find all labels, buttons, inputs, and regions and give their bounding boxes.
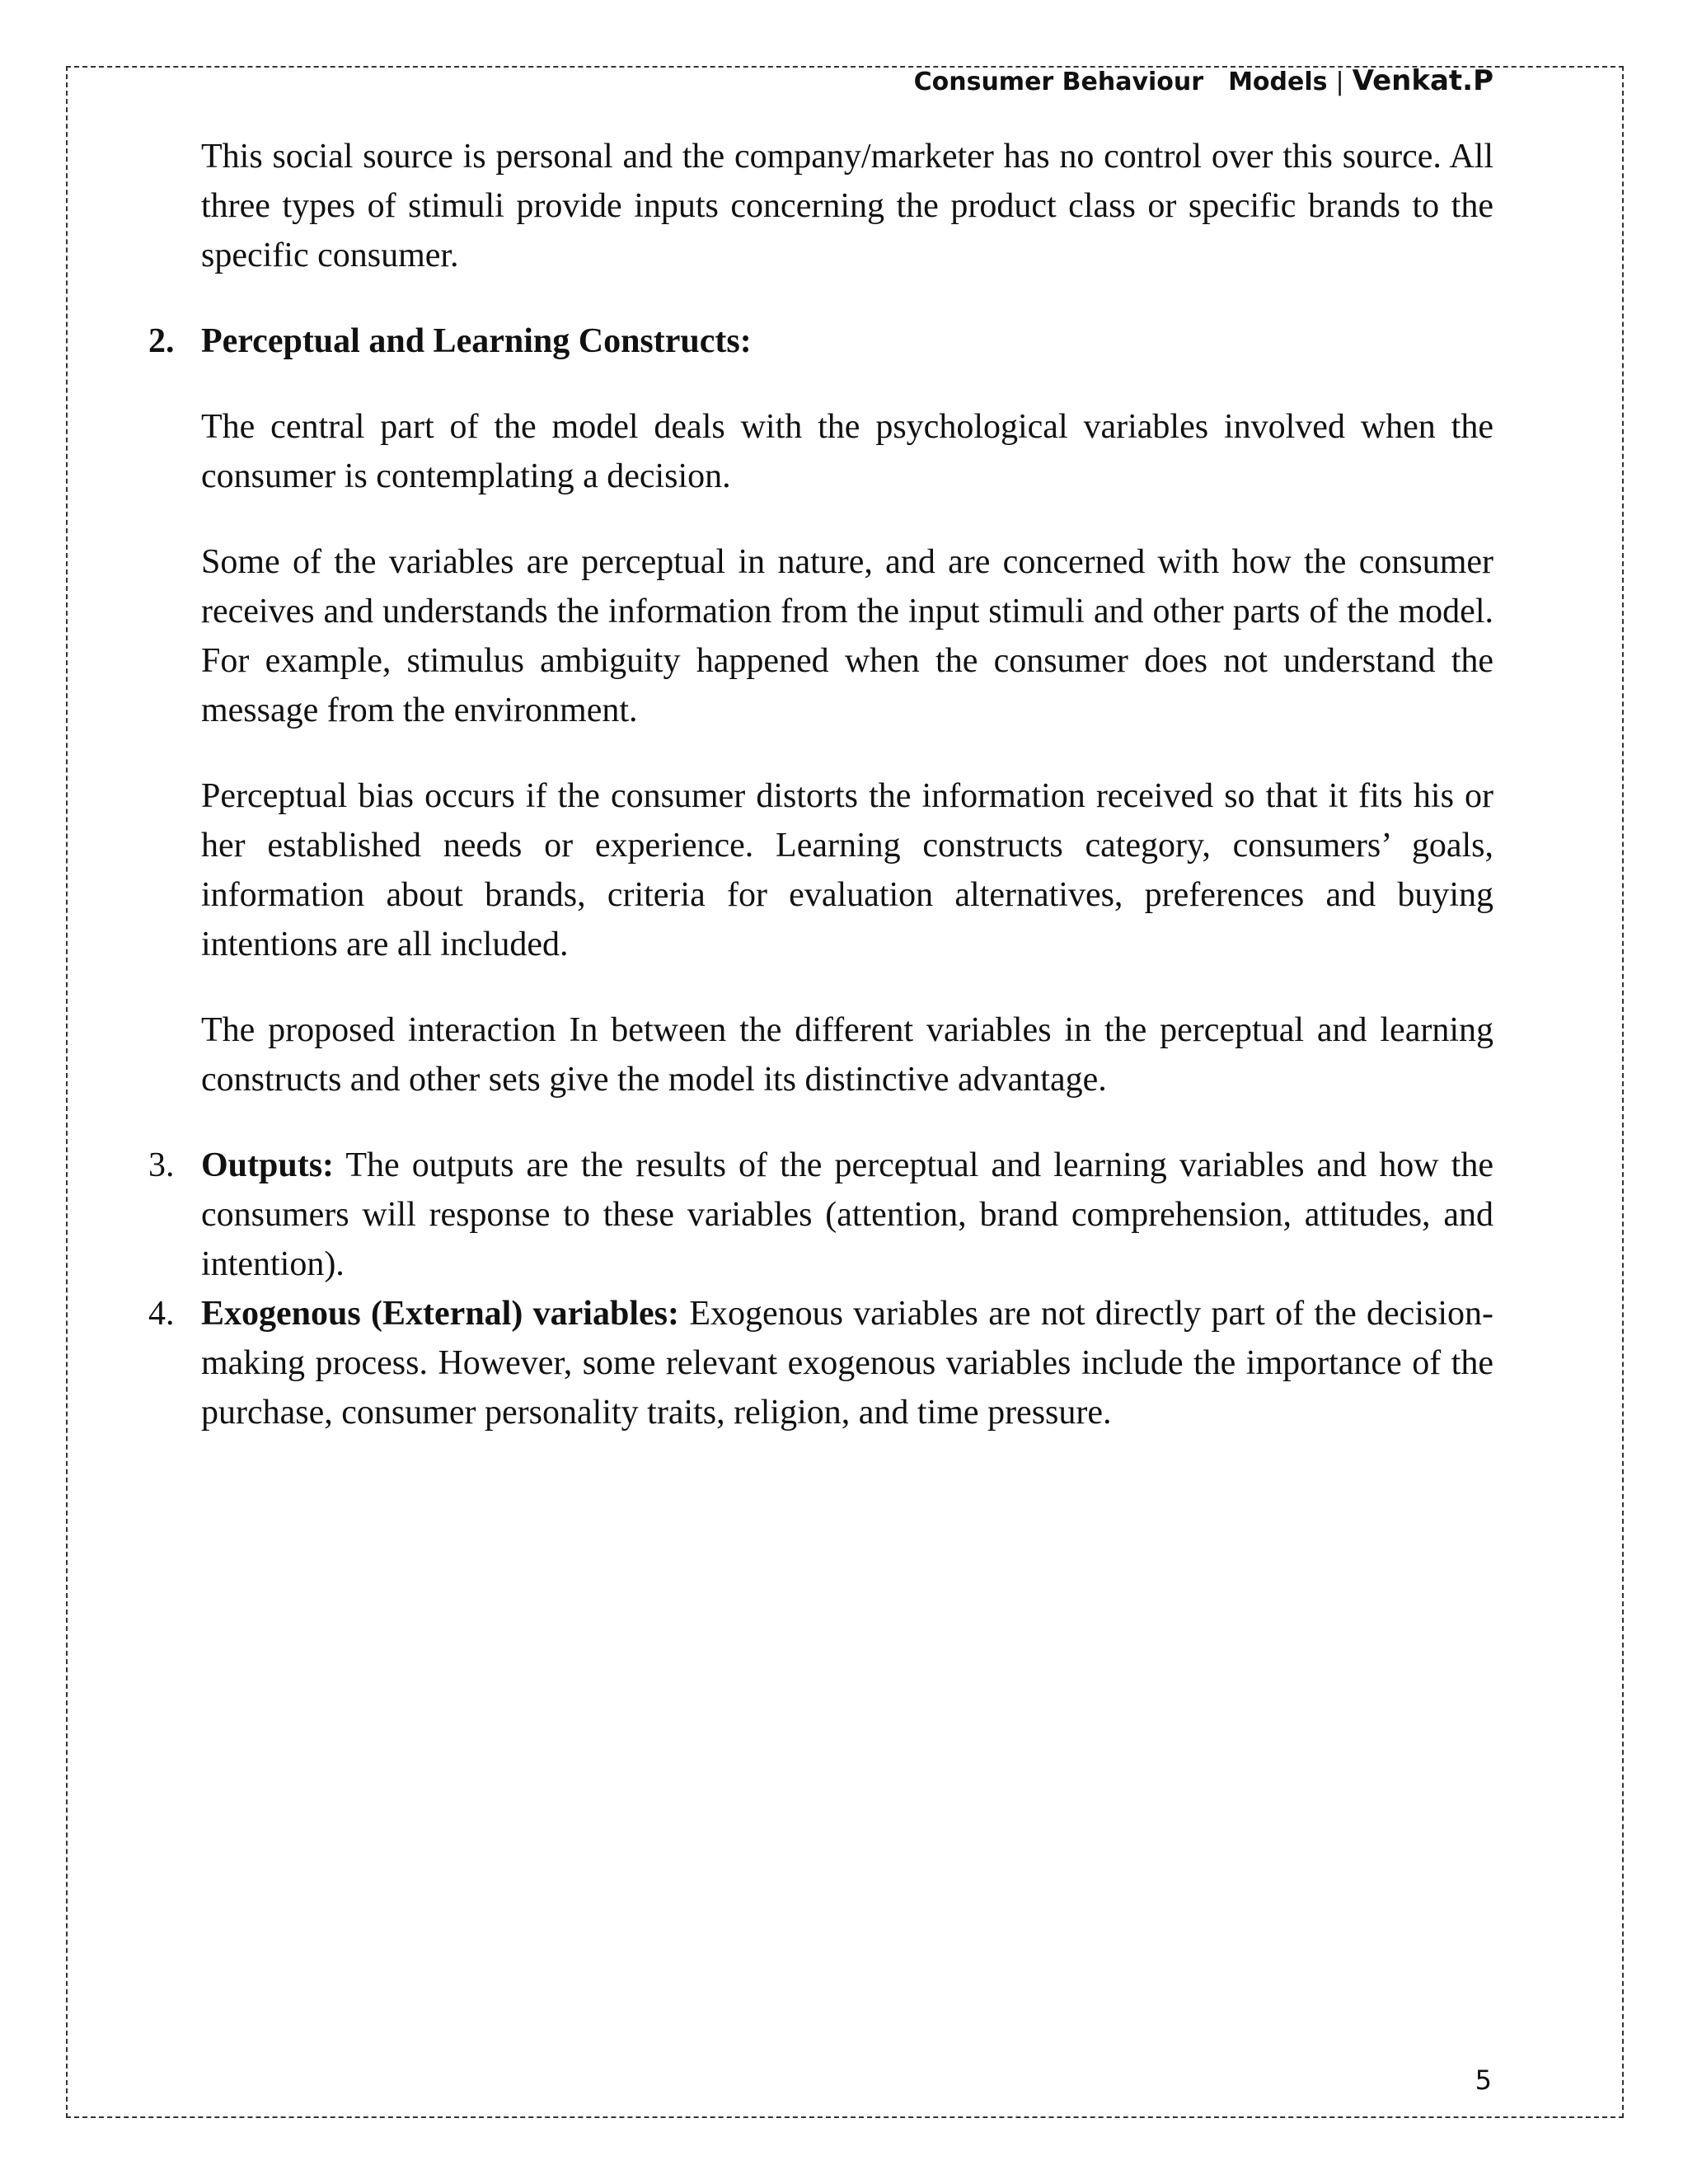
list-term: Outputs:	[201, 1146, 335, 1184]
list-number: 4.	[148, 1295, 175, 1333]
paragraph: Some of the variables are perceptual in nature, and are concerned with how the consumer receives and understands the information from the input stimuli and other parts of the model. For example, stimulus ambiguity happened when the consumer does not understand the message from the environment.	[201, 543, 1493, 729]
list-item-exogenous	[148, 1289, 1493, 1437]
header-author: Venkat.P	[1352, 64, 1493, 97]
header-separator: |	[1335, 68, 1344, 96]
intro-paragraph: This social source is personal and the company/marketer has no control over this source. All three types of stimuli provide inputs concerning the product class or specific brands to the specific consumer.	[201, 138, 1493, 274]
paragraph: Perceptual bias occurs if the consumer distorts the information received so that it fits his or her established needs or experience. Learning constructs category, consumers’ goals, information about brands, criteria for evaluation alternatives, preferences and buying intentions are all included.	[201, 777, 1493, 963]
page-number: 5	[1475, 2064, 1492, 2096]
section-number: 2.	[148, 322, 175, 360]
list-body	[201, 1141, 1493, 1289]
list-text: Exogenous variables are not directly part of the decision-making process. However, some relevant exogenous variables include the importance of the purchase, consumer personality traits, religion, and time pressure.	[201, 1295, 1493, 1432]
paragraph: The proposed interaction In between the different variables in the perceptual and learning constructs and other sets give the model its distinctive advantage.	[201, 1011, 1493, 1099]
page-header	[914, 64, 1493, 97]
header-topic: Consumer Behaviour	[913, 68, 1204, 96]
list-term: Exogenous (External) variables:	[201, 1295, 679, 1333]
section-heading	[148, 316, 1493, 366]
document-body	[148, 132, 1493, 1437]
list-text: The outputs are the results of the perceptual and learning variables and how the consumers will response to these variables (attention, brand comprehension, attitudes, and intention).	[201, 1146, 1493, 1283]
header-section: Models	[1228, 68, 1328, 96]
list-item-outputs	[148, 1141, 1493, 1289]
section-title: Perceptual and Learning Constructs:	[201, 322, 752, 360]
list-body	[201, 1289, 1493, 1437]
paragraph: The central part of the model deals with the psychological variables involved when the consumer is contemplating a decision.	[201, 408, 1493, 495]
list-number: 3.	[148, 1146, 175, 1184]
